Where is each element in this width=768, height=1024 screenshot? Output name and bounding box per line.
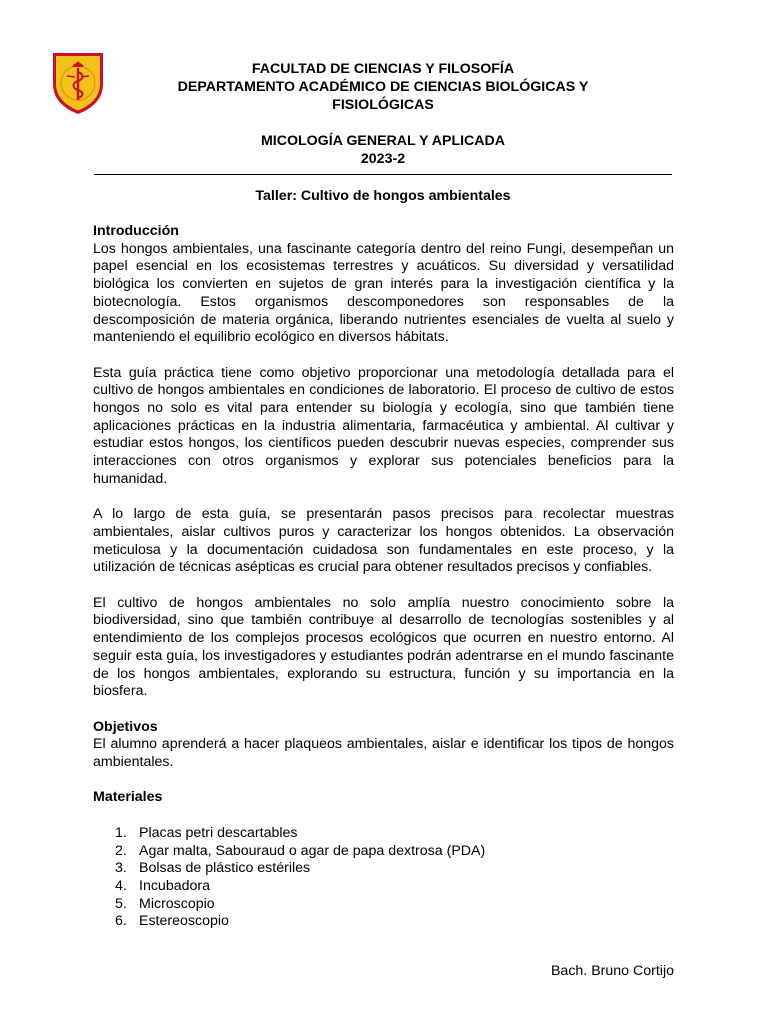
intro-heading: Introducción (93, 223, 179, 239)
department-name-line1: DEPARTAMENTO ACADÉMICO DE CIENCIAS BIOLÓGICAS Y (177, 79, 589, 95)
list-item-number: 6. (115, 913, 127, 930)
list-item (93, 860, 674, 878)
list-item (93, 843, 674, 861)
academic-term: 2023-2 (360, 151, 406, 167)
list-item-text: Agar malta, Sabouraud o agar de papa dextrosa (PDA) (139, 842, 486, 859)
list-item-number: 5. (115, 895, 127, 912)
list-item-text: Estereoscopio (139, 913, 229, 930)
header-divider (94, 174, 672, 175)
list-item-number: 4. (115, 877, 127, 894)
department-name-line2: FISIOLÓGICAS (332, 97, 434, 113)
course-name: MICOLOGÍA GENERAL Y APLICADA (260, 133, 506, 149)
list-item (93, 896, 674, 914)
list-item-text: Placas petri descartables (139, 824, 298, 841)
faculty-name: FACULTAD DE CIENCIAS Y FILOSOFÍA (251, 61, 515, 77)
workshop-title: Taller: Cultivo de hongos ambientales (255, 188, 511, 204)
list-item-number: 1. (115, 824, 127, 841)
intro-paragraph-4: El cultivo de hongos ambientales no solo amplía nuestro conocimiento sobre la biodiversidad, sino que también contribuye al desarrollo de tecnologías sostenibles y al entendimiento de los complejos procesos ecológicos que ocurren en nuestro entorno. Al seguir esta guía, los investigadores y estudiantes podrán adentrarse en el mundo fascinante de los hongos ambientales, explorando su estructura, función y su importancia en la biosfera. (93, 594, 674, 700)
objectives-text: El alumno aprenderá a hacer plaqueos ambientales, aislar e identificar los tipos de hongos ambientales. (93, 736, 674, 771)
list-item-number: 2. (115, 842, 127, 859)
document-header (93, 60, 673, 168)
intro-paragraph-2: Esta guía práctica tiene como objetivo proporcionar una metodología detallada para el cultivo de hongos ambientales en condiciones de laboratorio. El proceso de cultivo de estos hongos no solo es vital para entender su biología y ecología, sino que también tiene aplicaciones prácticas en la industria alimentaria, farmacéutica y ambiental. Al cultivar y estudiar estos hongos, los científicos pueden descubrir nuevas especies, comprender sus interacciones con otros organismos y explorar sus potenciales beneficios para la humanidad. (93, 364, 674, 487)
list-item (93, 825, 674, 843)
list-item-text: Incubadora (139, 877, 210, 894)
document-body (93, 223, 674, 931)
footer-author: Bach. Bruno Cortijo (550, 963, 674, 979)
list-item-text: Bolsas de plástico estériles (139, 860, 311, 877)
list-item (93, 913, 674, 931)
objectives-heading: Objetivos (93, 718, 158, 735)
list-item-text: Microscopio (139, 895, 215, 912)
intro-paragraph-1: Los hongos ambientales, una fascinante categoría dentro del reino Fungi, desempeñan un papel esencial en los ecosistemas terrestres y acuáticos. Su diversidad y versatilidad biológica los convierten en sujetos de gran interés para la investigación científica y la biotecnología. Estos organismos descomponedores son responsables de la descomposición de materia orgánica, liberando nutrientes esenciales de vuelta al suelo y manteniendo el equilibrio ecológico en diversos hábitats. (93, 240, 674, 346)
list-item-number: 3. (115, 860, 127, 877)
intro-paragraph-3: A lo largo de esta guía, se presentarán pasos precisos para recolectar muestras ambientales, aislar cultivos puros y caracterizar los hongos obtenidos. La observación meticulosa y la documentación cuidadosa son fundamentales en este proceso, y la utilización de técnicas asépticas es crucial para obtener resultados precisos y confiables. (93, 506, 674, 576)
list-item (93, 878, 674, 896)
materials-heading: Materiales (93, 789, 163, 806)
materials-list (93, 825, 674, 931)
